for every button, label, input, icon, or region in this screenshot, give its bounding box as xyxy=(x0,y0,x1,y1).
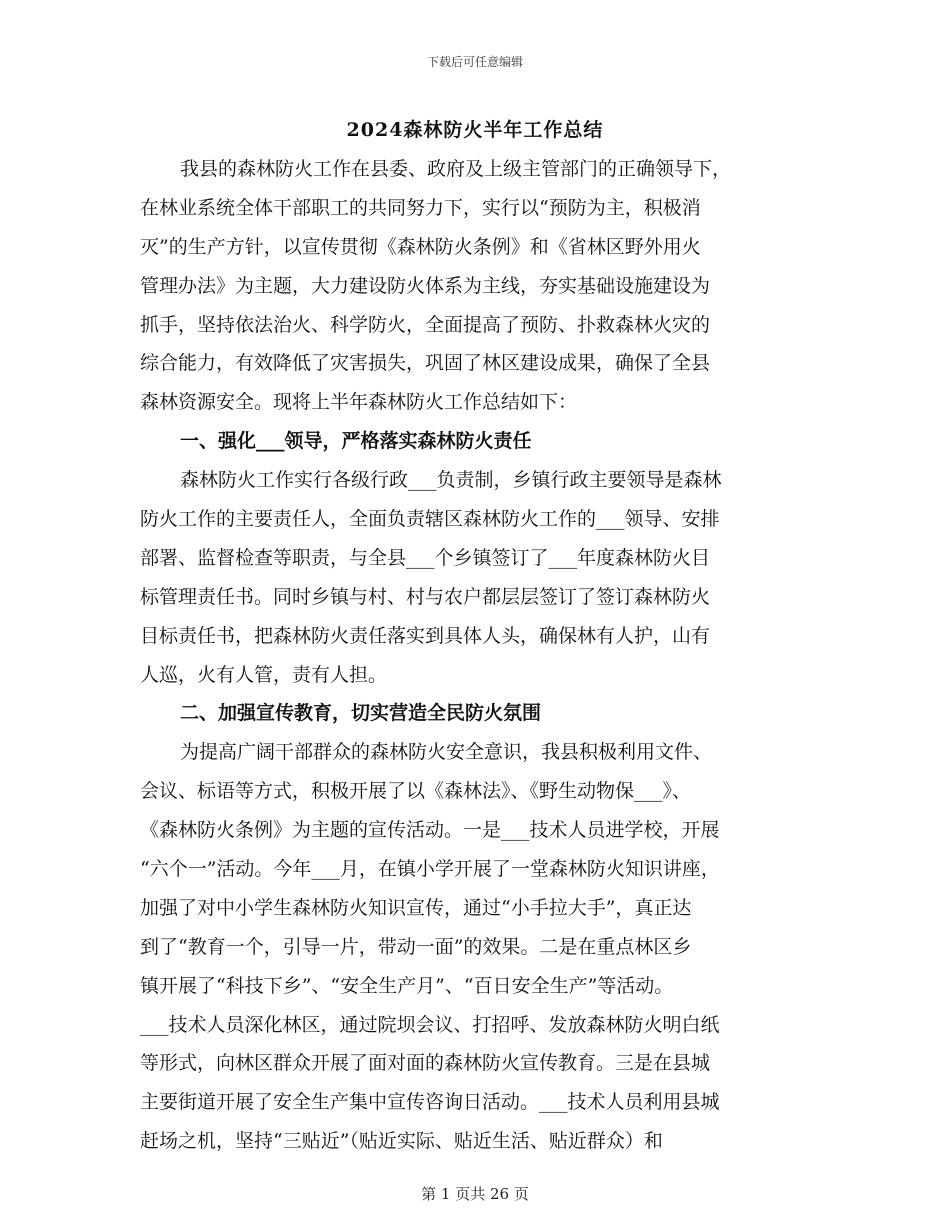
body-line: 我县的森林防火工作在县委、政府及上级主管部门的正确领导下， xyxy=(180,158,732,180)
body-line: 《森林防火条例》为主题的宣传活动。一是___技术人员进学校，开展 xyxy=(140,819,720,842)
body-line: 人巡，火有人管，责有人担。 xyxy=(140,663,388,686)
body-line: 抓手，坚持依法治火、科学防火，全面提高了预防、扑救森林火灾的 xyxy=(140,313,711,336)
body-line: 森林防火工作实行各级行政___负责制，乡镇行政主要领导是森林 xyxy=(180,469,722,492)
section-heading-2: 二、加强宣传教育，切实营造全民防火氛围 xyxy=(180,702,542,725)
body-line: 镇开展了“科技下乡”、“安全生产月”、“百日安全生产”等活动。 xyxy=(140,974,674,997)
page-header: 下载后可任意编辑 xyxy=(426,55,523,69)
body-line: 在林业系统全体干部职工的共同努力下，实行以“预防为主，积极消 xyxy=(140,196,701,219)
body-line: “六个一”活动。今年___月，在镇小学开展了一堂森林防火知识讲座， xyxy=(140,858,720,881)
body-line: 部署、监督检查等职责，与全县___个乡镇签订了___年度森林防火目 xyxy=(140,546,711,569)
body-line: 加强了对中小学生森林防火知识宣传，通过“小手拉大手”，真正达 xyxy=(140,896,692,919)
page-footer: 第 1 页共 26 页 xyxy=(421,1185,529,1203)
body-line: 到了“教育一个，引导一片，带动一面”的效果。二是在重点林区乡 xyxy=(140,935,692,958)
body-line: 管理办法》为主题，大力建设防火体系为主线，夯实基础设施建设为 xyxy=(140,274,711,297)
section-heading-1: 一、强化___领导，严格落实森林防火责任 xyxy=(180,430,532,453)
body-line: 森林资源安全。现将上半年森林防火工作总结如下： xyxy=(140,391,578,414)
body-line: ___技术人员深化林区，通过院坝会议、打招呼、发放森林防火明白纸 xyxy=(140,1013,720,1036)
body-line: 标管理责任书。同时乡镇与村、村与农户都层层签订了签订森林防火 xyxy=(140,585,711,608)
body-line: 会议、标语等方式，积极开展了以《森林法》、《野生动物保___》、 xyxy=(140,780,692,803)
document-body xyxy=(140,150,820,1161)
body-line: 灭”的生产方针，以宣传贯彻《森林防火条例》和《省林区野外用火 xyxy=(140,235,701,258)
body-line: 等形式，向林区群众开展了面对面的森林防火宣传教育。三是在县城 xyxy=(140,1052,711,1075)
body-line: 赶场之机，坚持“三贴近”（贴近实际、贴近生活、贴近群众）和 xyxy=(140,1130,663,1153)
document-title: 2024森林防火半年工作总结 xyxy=(346,119,604,141)
body-line: 防火工作的主要责任人，全面负责辖区森林防火工作的___领导、安排 xyxy=(140,508,720,531)
body-line: 综合能力，有效降低了灾害损失，巩固了林区建设成果，确保了全县 xyxy=(140,352,711,375)
body-line: 目标责任书，把森林防火责任落实到具体人头，确保林有人护，山有 xyxy=(140,624,711,647)
body-line: 为提高广阔干部群众的森林防火安全意识，我县积极利用文件、 xyxy=(180,741,713,764)
body-line: 主要街道开展了安全生产集中宣传咨询日活动。___技术人员利用县城 xyxy=(140,1091,720,1114)
